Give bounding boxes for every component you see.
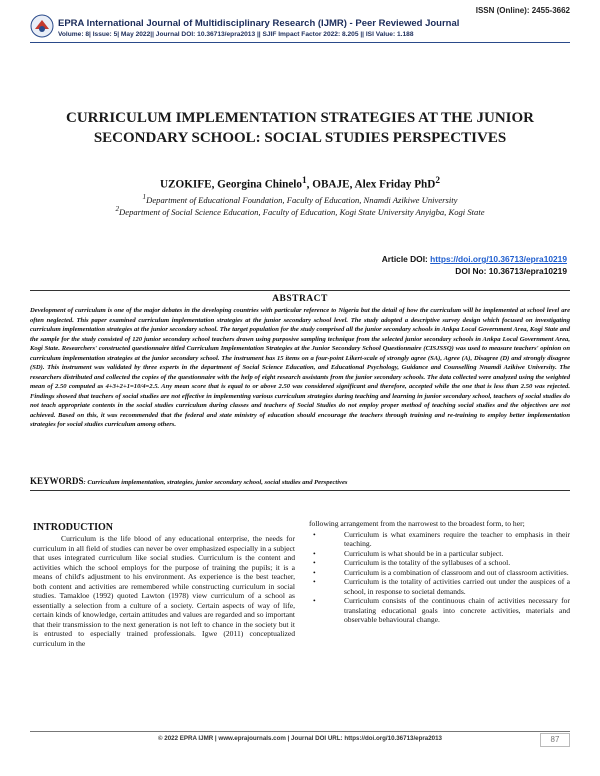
curriculum-definitions-list — [309, 530, 570, 625]
author-line — [40, 176, 560, 191]
keywords-line — [30, 476, 570, 486]
list-item — [309, 558, 570, 568]
article-doi-label: Article DOI: — [381, 254, 431, 264]
affiliation-2 — [40, 205, 560, 217]
header-divider — [30, 42, 570, 43]
list-item-text: Curriculum is what examiners require the teacher to emphasis in their teaching. — [344, 529, 570, 548]
abstract-text: Development of curriculum is one of the major debates in the developing countries with particular reference to Nigeria but the detail of how the curriculum will be implemented at school level are often neglected. This paper examined curriculum implementation strategies at the junior secondary school level. The study adopted a descriptive survey design which focused on investigating curriculum implementation strategies at the junior secondary school. The target population for the study comprised all the junior secondary schools in Ankpa Local Government Area, Kogi State and the sample for the study consisted of 120 junior secondary school teachers drawn using purposive sampling technique from the selected junior secondary schools in Ankpa Local Government Area, Kogi State. Researchers' constructed questionnaire titled Curriculum Implementation Strategies at the Junior Secondary School Questionnaire (CISJSSQ) was used to measure teachers' opinion on curriculum implementation strategies at the junior secondary school. The instrument has 15 items on a four-point Likert-scale of strongly agree (SA), Agree (A), Disagree (D) and strongly disagree (SD). This instrument was validated by three experts in the department of Social Science Education, and Educational Psychology, Guidance and Counselling Nnamdi Azikiwe University. The researchers distributed and collected the copies of the questionnaire with the help of eight research assistants from the junior secondary schools. The data collected were analyzed using the weighted mean of 2.50 computed as 4+3+2+1=10/4=2.5. Any mean score that is equal to or above 2.50 was considered significant and therefore, accepted while the one that is less than 2.50 was rejected. Findings showed that teachers of social studies are not effective in implementing various curriculum strategies during teaching and learning in junior secondary school, teachers of social studies do not teach appropriate contents in the social studies curriculum during classes and teachers of Social Studies do not employ proper method of teaching social studies and the objectives are not achieved. Based on this, it was recommended that the federal and state ministry of education should encourage the teachers through training and re-training to employ better implementation strategies for social studies curriculum among others. — [30, 307, 570, 428]
list-item — [309, 530, 570, 549]
introduction-heading: INTRODUCTION — [33, 522, 114, 533]
list-item — [309, 549, 570, 559]
footer-divider — [30, 731, 570, 732]
affiliation-2-text: Department of Social Science Education, Faculty of Education, Kogi State University Anyigba, Kogi State — [119, 206, 485, 217]
journal-title: EPRA International Journal of Multidisciplinary Research (IJMR) - Peer Reviewed Journal — [58, 18, 460, 29]
bullet-icon: • — [313, 548, 316, 558]
introduction-paragraph: Curriculum is the life blood of any educational enterprise, the needs for curriculum in all field of studies can never be over emphasized especially in a subject that uses integrated curriculum like social studies. Curriculum is the content and activities which the school employs for the purpose of training the pupils; it is a means of child's adjustment to his environment. As experience is the best teacher, both content and activities are remembered while constructing curriculum in social studies. Tamakloe (1992) quoted Lawton (1978) view curriculum of a school as essentially a selection from a culture of a society. Certain aspects of way of life, certain kinds of knowledge, certain attitudes and values are regarded and so important that their transmission to the next generation is not left to chance in the society but it is entrusted to especially trained professionals. Igwe (2011) conceptualized curriculum in the — [33, 534, 295, 648]
journal-logo-icon — [30, 14, 54, 38]
left-column — [33, 522, 295, 648]
bullet-icon: • — [313, 529, 316, 539]
list-item-text: Curriculum is the totality of activities carried out under the auspices of a school, in response to societal demands. — [344, 577, 570, 596]
issn-label: ISSN (Online): 2455-3662 — [475, 6, 570, 15]
right-column — [309, 519, 570, 625]
bullet-icon: • — [313, 577, 316, 586]
author-1-name: UZOKIFE, Georgina Chinelo — [159, 178, 302, 191]
list-item-text: Curriculum is what should be in a particular subject. — [344, 548, 504, 558]
right-column-lead: following arrangement from the narrowest to the broadest form, to her; — [309, 519, 525, 528]
list-item — [309, 577, 570, 596]
affiliation-1-text: Department of Educational Foundation, Faculty of Education, Nnamdi Azikiwe University — [146, 194, 458, 205]
bullet-icon: • — [313, 558, 316, 567]
abstract-heading: ABSTRACT — [272, 294, 328, 304]
author-2-name: OBAJE, Alex Friday PhD — [312, 178, 436, 191]
list-item-text: Curriculum consists of the continuous chain of activities necessary for translating educational goals into concrete activities, materials and observable behavioural change. — [344, 596, 570, 624]
affiliation-1 — [40, 193, 560, 205]
journal-meta: Volume: 8| Issue: 5| May 2022|| Journal DOI: 10.36713/epra2013 || SJIF Impact Factor 2022: 8.205 || ISI Value: 1.188 — [58, 31, 414, 38]
page-number: 87 — [540, 733, 570, 747]
bullet-icon: • — [313, 567, 316, 577]
list-item-text: Curriculum is the totality of the syllabuses of a school. — [344, 558, 511, 567]
list-item — [309, 568, 570, 578]
list-item — [309, 596, 570, 625]
bullet-icon: • — [313, 596, 316, 605]
author-separator: , — [306, 178, 313, 191]
affiliation-1-superscript: 1 — [142, 193, 147, 201]
paper-title: CURRICULUM IMPLEMENTATION STRATEGIES AT THE JUNIOR SECONDARY SCHOOL: SOCIAL STUDIES PERSPECTIVES — [66, 110, 534, 146]
article-doi — [382, 254, 567, 264]
article-doi-link[interactable]: https://doi.org/10.36713/epra10219 — [430, 254, 567, 264]
keywords-text: : Curriculum implementation, strategies, junior secondary school, social studies and Perspectives — [83, 479, 348, 486]
keywords-bottom-divider — [30, 490, 570, 491]
keywords-label: KEYWORDS — [30, 476, 84, 486]
affiliation-2-superscript: 2 — [115, 205, 120, 213]
abstract-top-divider — [30, 290, 570, 291]
author-1-superscript: 1 — [302, 176, 307, 186]
doi-number: DOI No: 10.36713/epra10219 — [455, 266, 567, 276]
footer-text: © 2022 EPRA IJMR | www.eprajournals.com | Journal DOI URL: https://doi.org/10.36713/epra2013 — [157, 735, 443, 742]
author-2-superscript: 2 — [435, 176, 441, 186]
list-item-text: Curriculum is a combination of classroom and out of classroom activities. — [344, 567, 569, 577]
